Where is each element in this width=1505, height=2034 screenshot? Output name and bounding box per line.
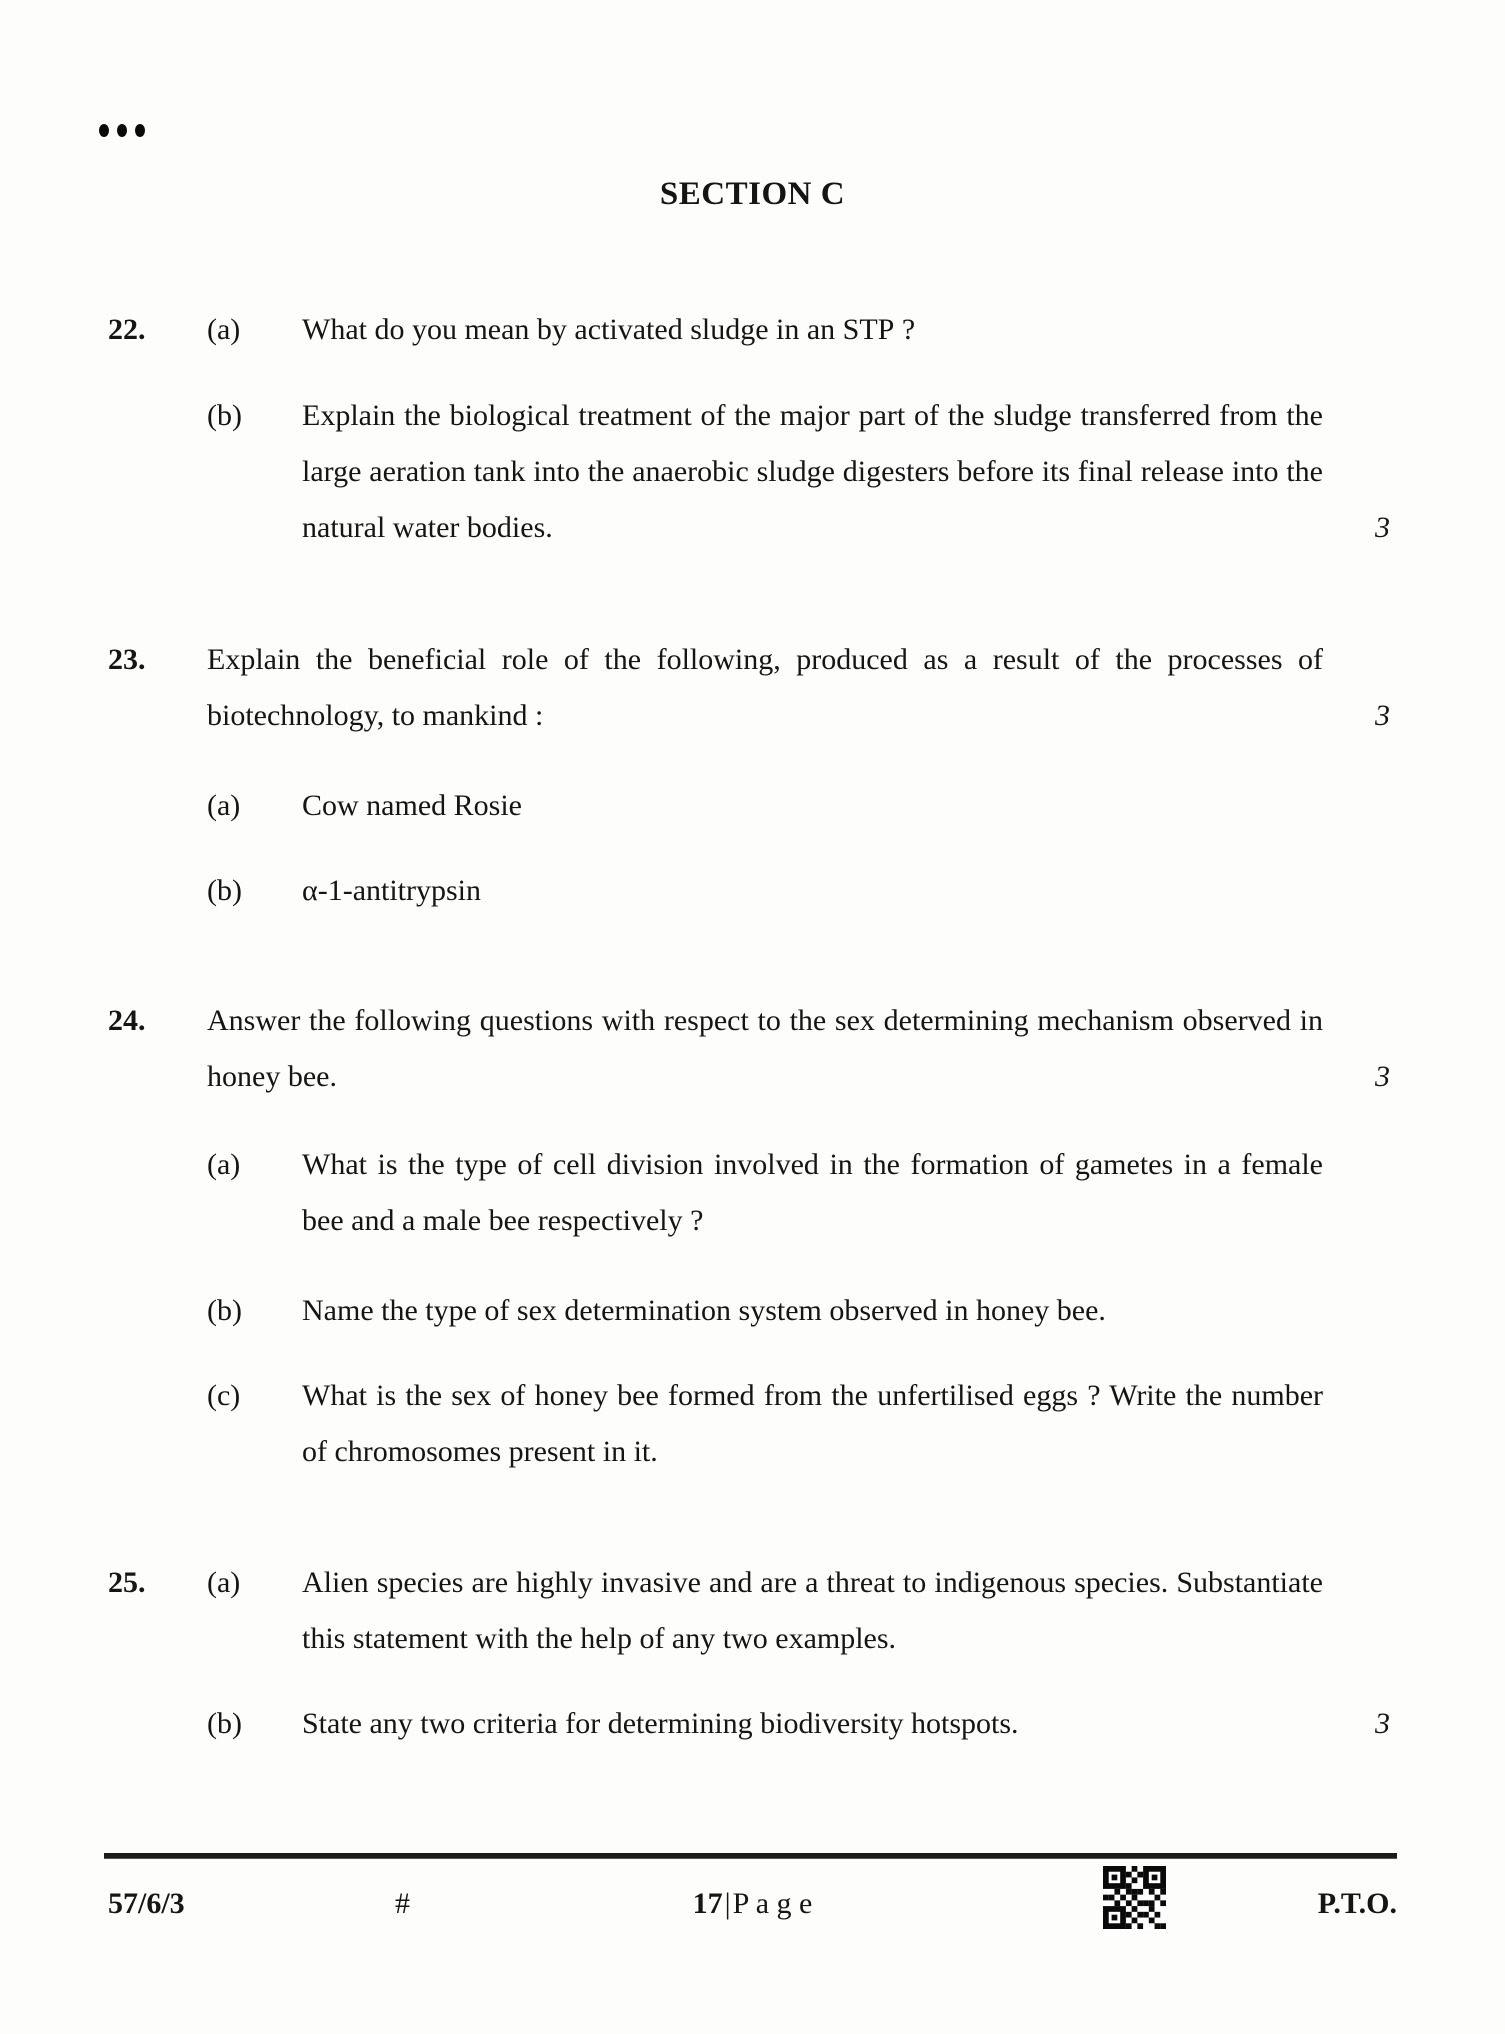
corner-dot: [117, 124, 127, 137]
page-separator: |: [724, 1887, 731, 1920]
corner-dots: [99, 124, 145, 137]
paper-code: 57/6/3: [108, 1887, 185, 1920]
stem-text-content: Explain the beneficial role of the following, produced as a result of the processes of biotechnology, to mankind :: [207, 643, 1323, 732]
question-number: 24.: [108, 1004, 146, 1037]
question-stem-text: [207, 993, 1390, 1105]
question-number: 22.: [108, 313, 146, 346]
question-number: 25.: [108, 1566, 146, 1599]
question-23-stem: [108, 632, 1397, 744]
question-24-part-a: [108, 1137, 1397, 1249]
page-number-label: [0, 1876, 1505, 1932]
question-25-part-a: [108, 1555, 1397, 1667]
footer-divider: [104, 1853, 1397, 1859]
page-number: 17: [692, 1887, 723, 1920]
part-text: [302, 388, 1390, 556]
marks-value: 3: [1375, 511, 1390, 544]
marks-value: 3: [1375, 699, 1390, 732]
part-label: (a): [207, 1148, 241, 1181]
question-25-part-b: [108, 1696, 1397, 1752]
corner-dot: [99, 124, 109, 137]
question-number: 23.: [108, 643, 146, 676]
part-label: (a): [207, 1566, 241, 1599]
question-22-part-a: [108, 302, 1397, 358]
question-24-stem: [108, 993, 1397, 1105]
question-stem-text: [207, 632, 1390, 744]
part-label: (a): [207, 313, 241, 346]
part-text: What do you mean by activated sludge in an STP ?: [302, 313, 916, 346]
marks-value: 3: [1375, 1707, 1390, 1740]
question-23-part-b: [108, 863, 1397, 919]
part-label: (b): [207, 399, 242, 432]
question-24-part-b: [108, 1283, 1397, 1339]
page-word: P a g e: [732, 1887, 813, 1920]
pto-label: P.T.O.: [1317, 1887, 1397, 1920]
part-text: What is the type of cell division involved in the formation of gametes in a female bee and a male bee respectively ?: [302, 1148, 1323, 1237]
part-text: Alien species are highly invasive and are a threat to indigenous species. Substantiate this statement with the help of any two examples.: [302, 1566, 1323, 1655]
part-label: (b): [207, 1707, 242, 1740]
part-label: (b): [207, 874, 242, 907]
part-label: (b): [207, 1294, 242, 1327]
hash-mark: #: [395, 1887, 410, 1920]
questions-area: [108, 302, 1397, 1752]
marks-value: 3: [1375, 1060, 1390, 1093]
part-text: [302, 1696, 1390, 1752]
question-23-part-a: [108, 778, 1397, 834]
part-label: (c): [207, 1379, 241, 1412]
question-22-part-b: [108, 388, 1397, 556]
part-text-content: State any two criteria for determining biodiversity hotspots.: [302, 1707, 1019, 1740]
section-heading: SECTION C: [659, 176, 846, 212]
part-text-content: Explain the biological treatment of the major part of the sludge transferred from the large aeration tank into the anaerobic sludge digesters before its final release into the natural water bodies.: [302, 399, 1323, 544]
qr-code-icon: [1103, 1866, 1166, 1929]
part-text: Name the type of sex determination system observed in honey bee.: [302, 1294, 1106, 1327]
stem-text-content: Answer the following questions with respect to the sex determining mechanism observed in honey bee.: [207, 1004, 1323, 1093]
part-text: α-1-antitrypsin: [302, 874, 482, 907]
question-24-part-c: [108, 1368, 1397, 1480]
part-text: Cow named Rosie: [302, 789, 522, 822]
corner-dot: [135, 124, 145, 137]
part-label: (a): [207, 789, 241, 822]
part-text: What is the sex of honey bee formed from the unfertilised eggs ? Write the number of chromosomes present in it.: [302, 1379, 1323, 1468]
